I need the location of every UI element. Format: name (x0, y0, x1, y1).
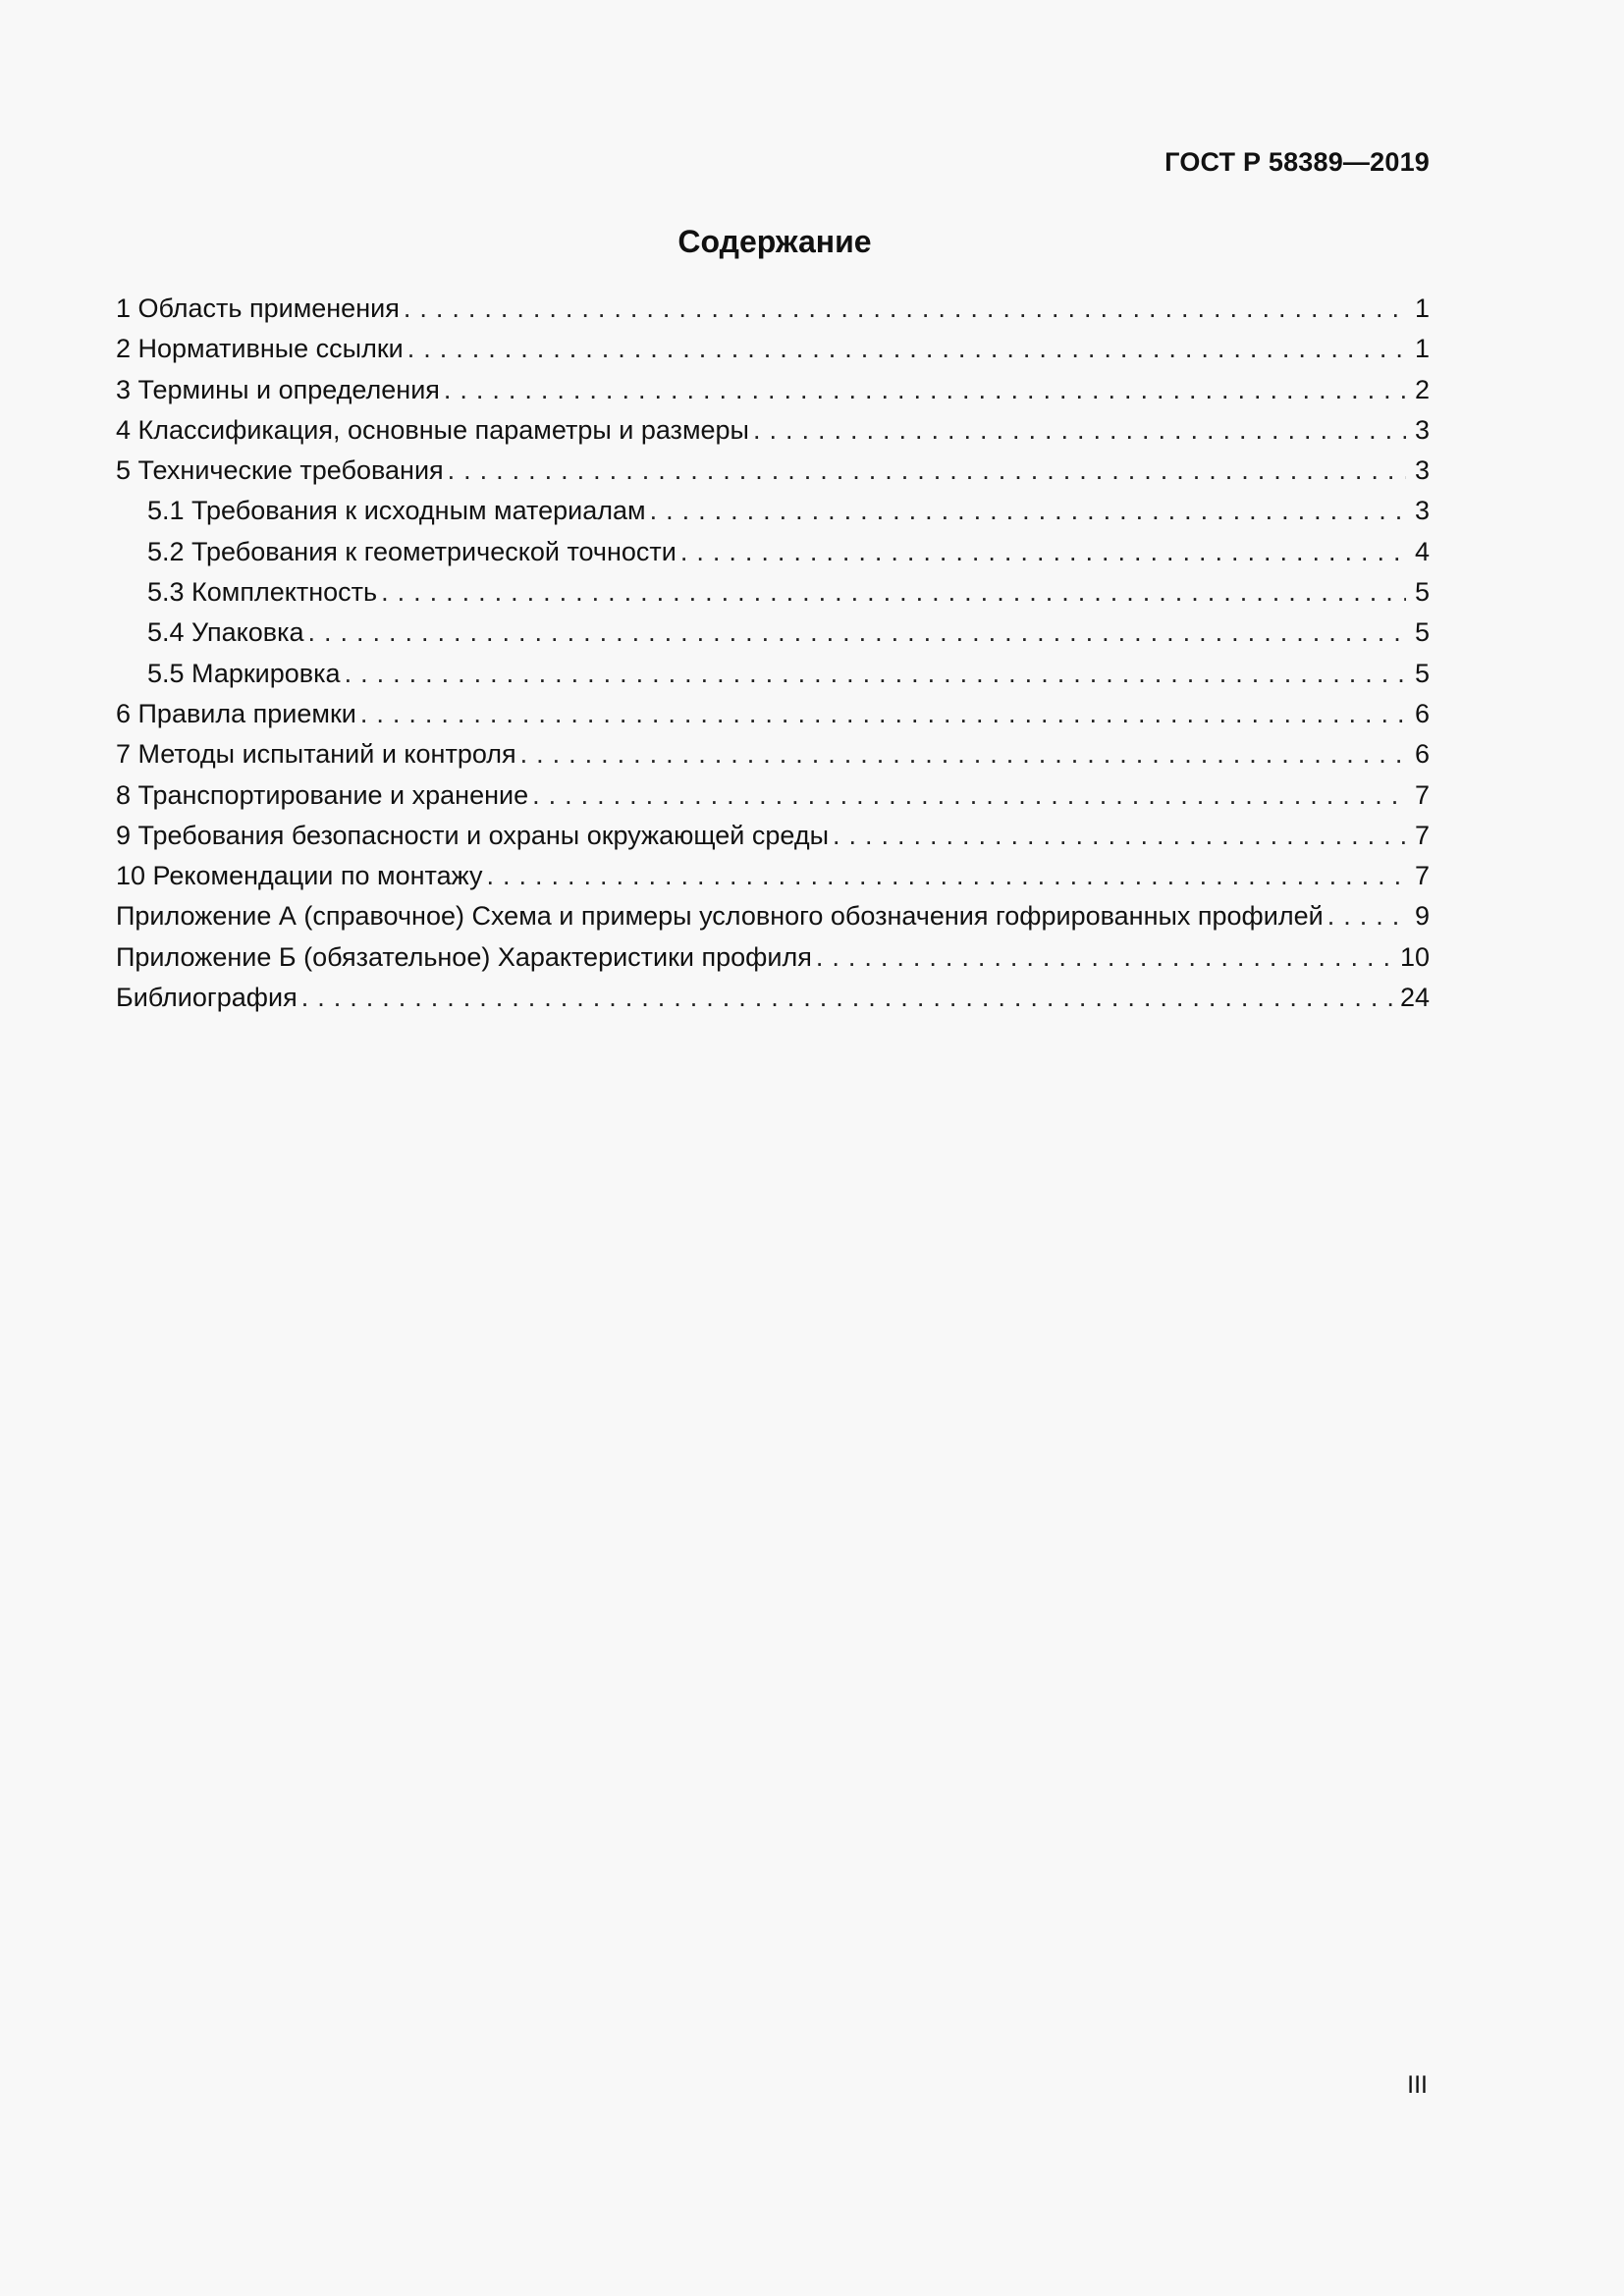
toc-entry-page: 3 (1414, 414, 1430, 445)
toc-entry-page: 10 (1399, 941, 1430, 972)
toc-entry[interactable] (116, 410, 1430, 451)
toc-dot-leader (486, 856, 1406, 896)
toc-entry-label: 7 Методы испытаний и контроля (116, 739, 516, 770)
toc-subentry[interactable] (116, 613, 1430, 653)
toc-dot-leader (308, 613, 1406, 653)
toc-entry-page: 24 (1399, 983, 1430, 1013)
toc-entry-label: 5 Технические требования (116, 455, 444, 486)
toc-entry-label: 5.3 Комплектность (147, 577, 378, 608)
toc-entry[interactable] (116, 370, 1430, 410)
toc-entry-page: 7 (1414, 779, 1430, 810)
toc-subentry[interactable] (116, 532, 1430, 572)
toc-entry-label: 10 Рекомендации по монтажу (116, 861, 483, 891)
toc-entry[interactable] (116, 694, 1430, 734)
toc-entry-page: 2 (1414, 374, 1430, 404)
toc-subentry[interactable] (116, 491, 1430, 531)
toc-entry-label: 3 Термины и определения (116, 374, 440, 404)
toc-entry[interactable] (116, 978, 1430, 1018)
toc-entry-label: 5.1 Требования к исходным материалам (147, 496, 646, 526)
toc-entry-label: 4 Классификация, основные параметры и размеры (116, 414, 749, 445)
toc-dot-leader (680, 532, 1406, 572)
toc-dot-leader (360, 694, 1406, 734)
toc-dot-leader (407, 329, 1406, 369)
toc-entry-page: 1 (1414, 294, 1430, 323)
toc-entry-label: 5.4 Упаковка (147, 617, 304, 648)
toc-entry[interactable] (116, 816, 1430, 856)
toc-entry[interactable] (116, 451, 1430, 491)
toc-entry-label: Приложение Б (обязательное) Характеристики профиля (116, 941, 812, 972)
toc-entry-page: 3 (1414, 455, 1430, 486)
toc-entry-label: 9 Требования безопасности и охраны окружающей среды (116, 820, 829, 850)
toc-entry[interactable] (116, 896, 1430, 936)
toc-entry-label: 5.5 Маркировка (147, 658, 341, 688)
toc-entry-label: Приложение А (справочное) Схема и примеры условного обозначения гофрированных профилей (116, 901, 1324, 932)
toc-dot-leader (444, 370, 1406, 410)
toc-dot-leader (404, 289, 1406, 329)
toc-entry[interactable] (116, 775, 1430, 816)
toc-subentry[interactable] (116, 654, 1430, 694)
toc-entry-page: 6 (1414, 739, 1430, 770)
toc-entry-label: 1 Область применения (116, 294, 400, 323)
toc-entry-label: 8 Транспортирование и хранение (116, 779, 529, 810)
toc-entry[interactable] (116, 937, 1430, 978)
toc-entry-label: Библиография (116, 983, 298, 1013)
toc-dot-leader (381, 572, 1406, 613)
toc-entry-label: 6 Правила приемки (116, 698, 356, 728)
toc-dot-leader (753, 410, 1406, 451)
toc-entry-page: 5 (1414, 658, 1430, 688)
toc-subentry[interactable] (116, 572, 1430, 613)
toc-entry-page: 4 (1414, 536, 1430, 566)
toc-dot-leader (520, 734, 1406, 774)
toc-entry-page: 3 (1414, 496, 1430, 526)
toc-entry[interactable] (116, 856, 1430, 896)
page-number: III (1407, 2071, 1428, 2099)
toc-dot-leader (816, 937, 1394, 978)
toc-entry-page: 1 (1414, 334, 1430, 364)
toc-entry-label: 5.2 Требования к геометрической точности (147, 536, 677, 566)
toc-entry-page: 7 (1414, 861, 1430, 891)
toc-title: Содержание (677, 224, 872, 259)
toc-dot-leader (532, 775, 1406, 816)
document-code: ГОСТ Р 58389—2019 (1164, 147, 1430, 177)
toc-dot-leader (833, 816, 1406, 856)
toc-entry-page: 5 (1414, 617, 1430, 648)
toc-entry[interactable] (116, 329, 1430, 369)
toc-entry-page: 6 (1414, 698, 1430, 728)
toc-entry[interactable] (116, 734, 1430, 774)
toc-entry[interactable] (116, 289, 1430, 329)
toc-entry-page: 7 (1414, 820, 1430, 850)
toc-dot-leader (650, 491, 1406, 531)
toc-entry-page: 5 (1414, 577, 1430, 608)
table-of-contents (116, 289, 1430, 1018)
toc-entry-label: 2 Нормативные ссылки (116, 334, 404, 364)
toc-dot-leader (345, 654, 1406, 694)
toc-dot-leader (301, 978, 1394, 1018)
toc-entry-page: 9 (1414, 901, 1430, 932)
toc-dot-leader (448, 451, 1406, 491)
toc-dot-leader (1327, 896, 1406, 936)
